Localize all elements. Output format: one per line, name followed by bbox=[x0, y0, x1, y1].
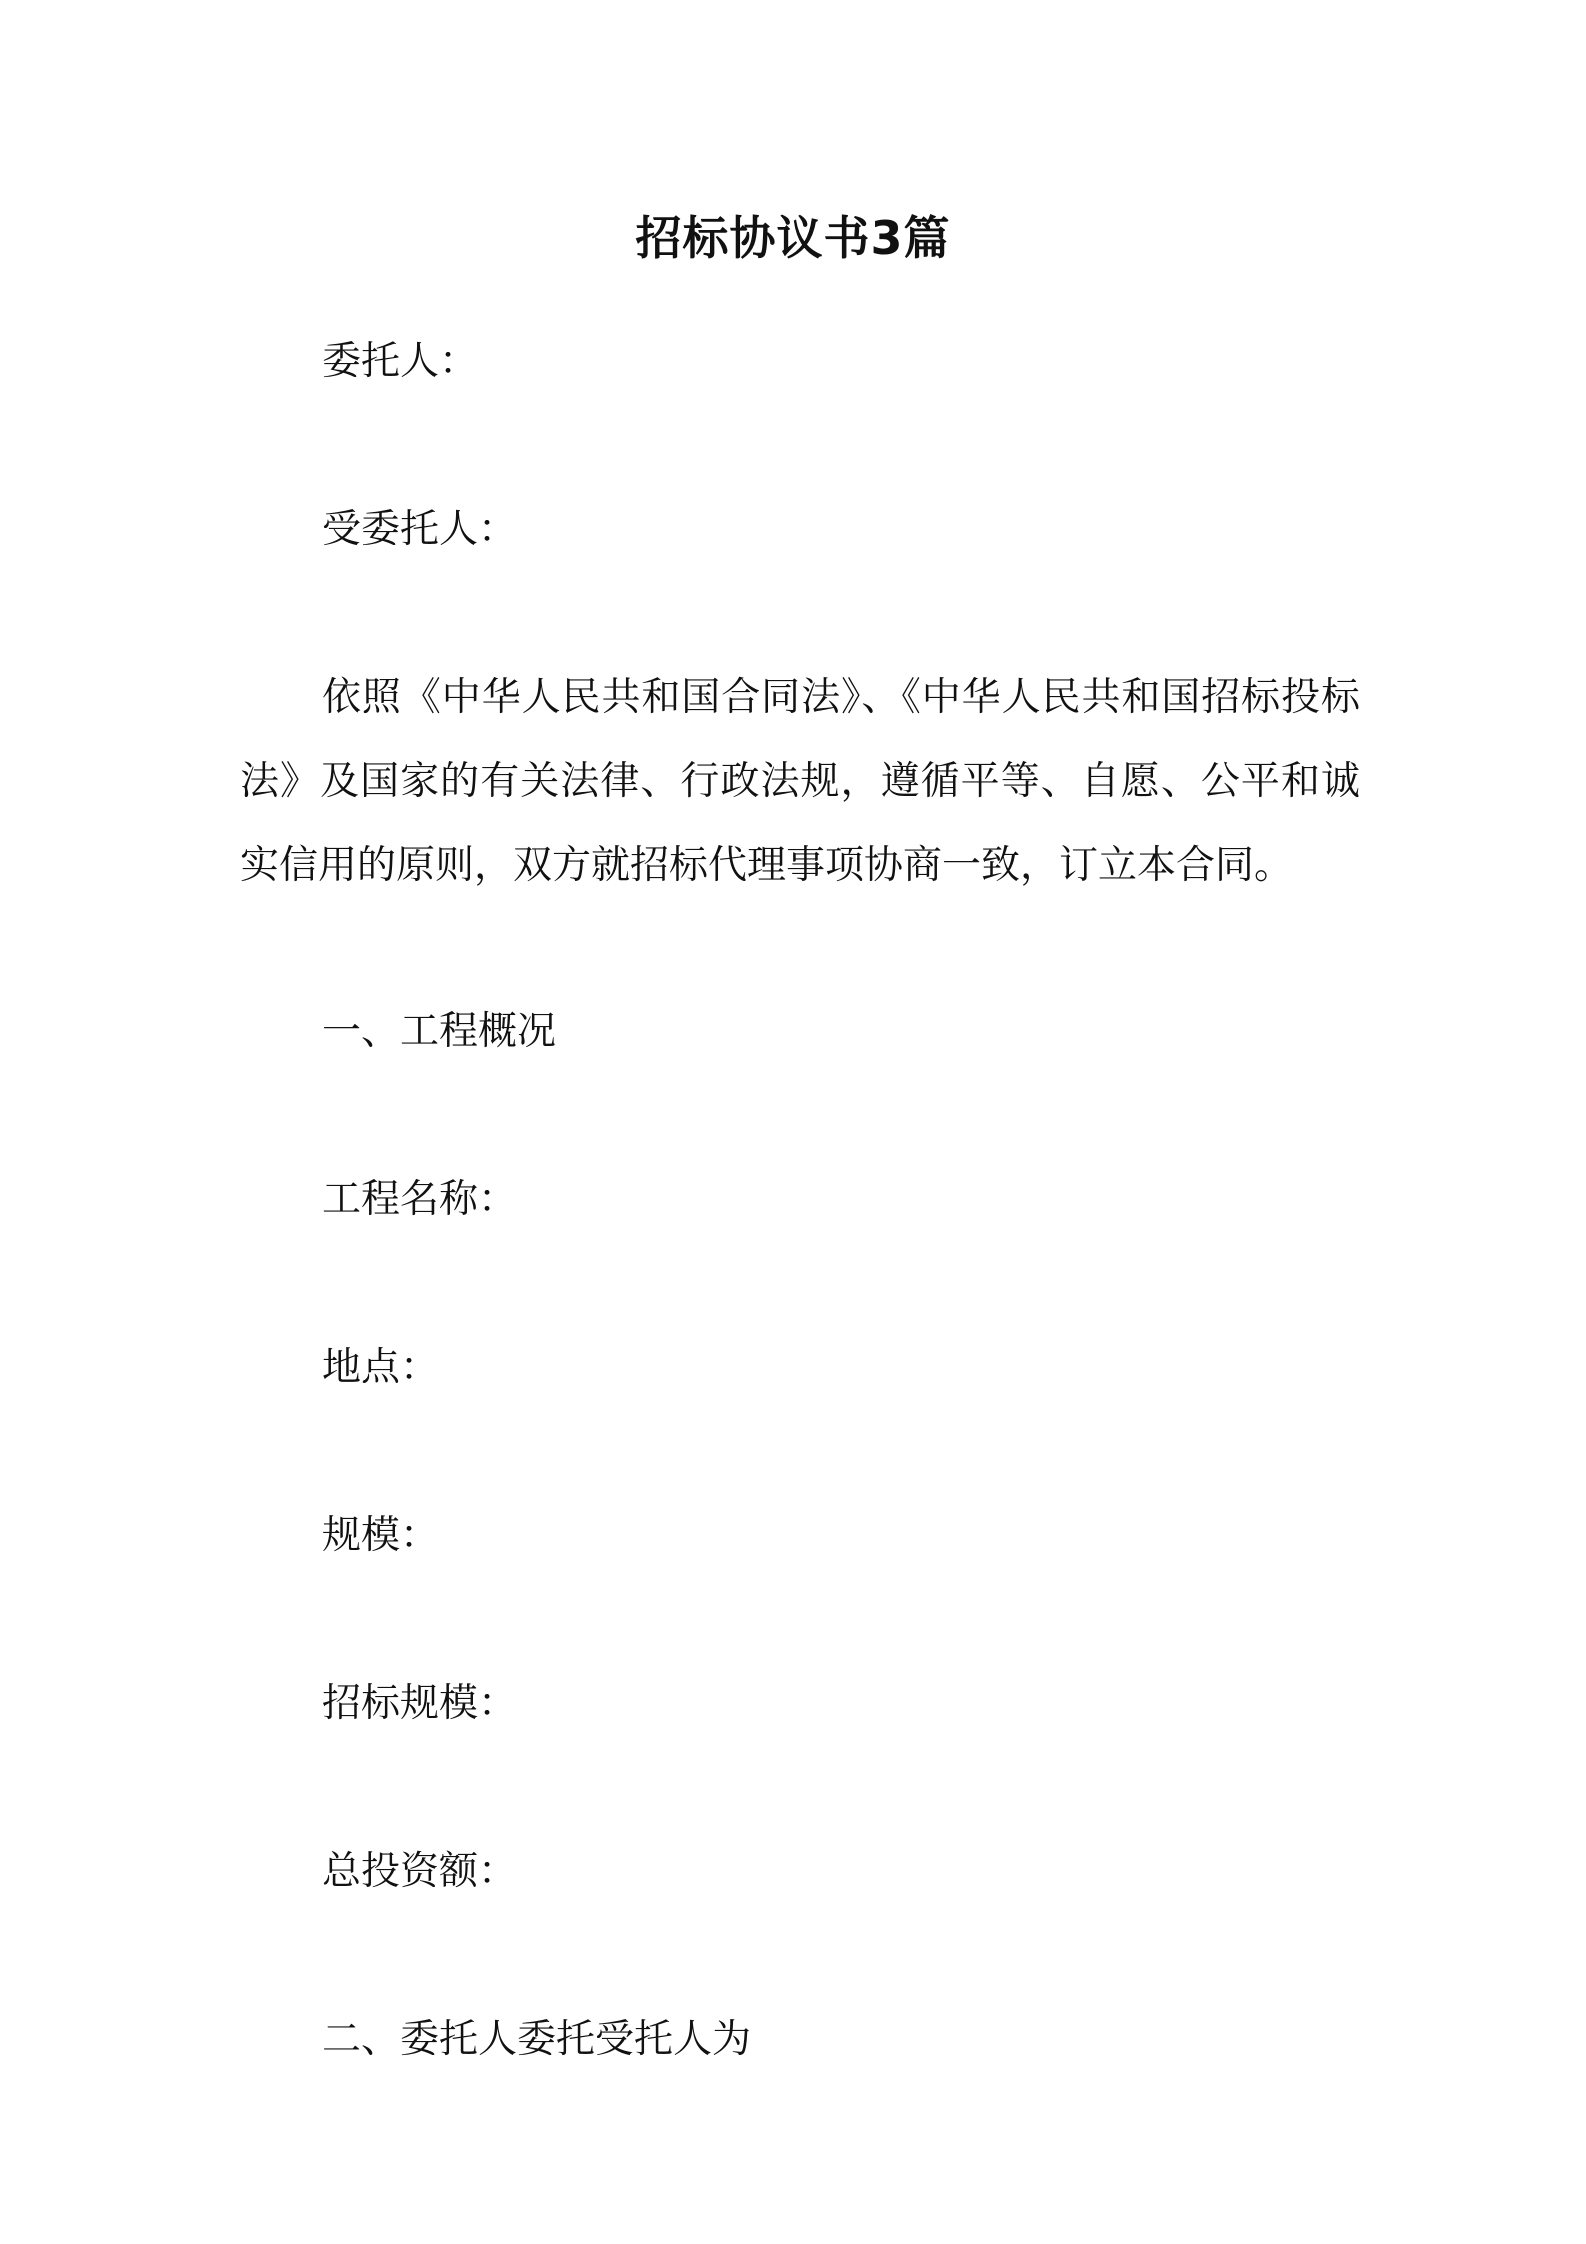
location-label: 地点： bbox=[322, 1345, 440, 1390]
scale-label: 规模： bbox=[322, 1513, 440, 1558]
document-title: 招标协议书3篇 bbox=[635, 211, 951, 265]
project-name-label: 工程名称： bbox=[322, 1177, 518, 1222]
section2-heading: 二、委托人委托受托人为 bbox=[322, 2017, 752, 2062]
total-investment-label: 总投资额： bbox=[322, 1849, 518, 1894]
agent-label: 受委托人： bbox=[322, 507, 518, 552]
client-label: 委托人： bbox=[322, 339, 479, 384]
tender-scale-label: 招标规模： bbox=[322, 1681, 518, 1726]
preamble-paragraph: 依照《中华人民共和国合同法》、《中华人民共和国招标投标法》及国家的有关法律、行政法规，遵循平等、自愿、公平和诚实信用的原则，双方就招标代理事项协商一致，订立本合同。 bbox=[240, 675, 1360, 888]
section1-heading: 一、工程概况 bbox=[322, 1009, 557, 1054]
